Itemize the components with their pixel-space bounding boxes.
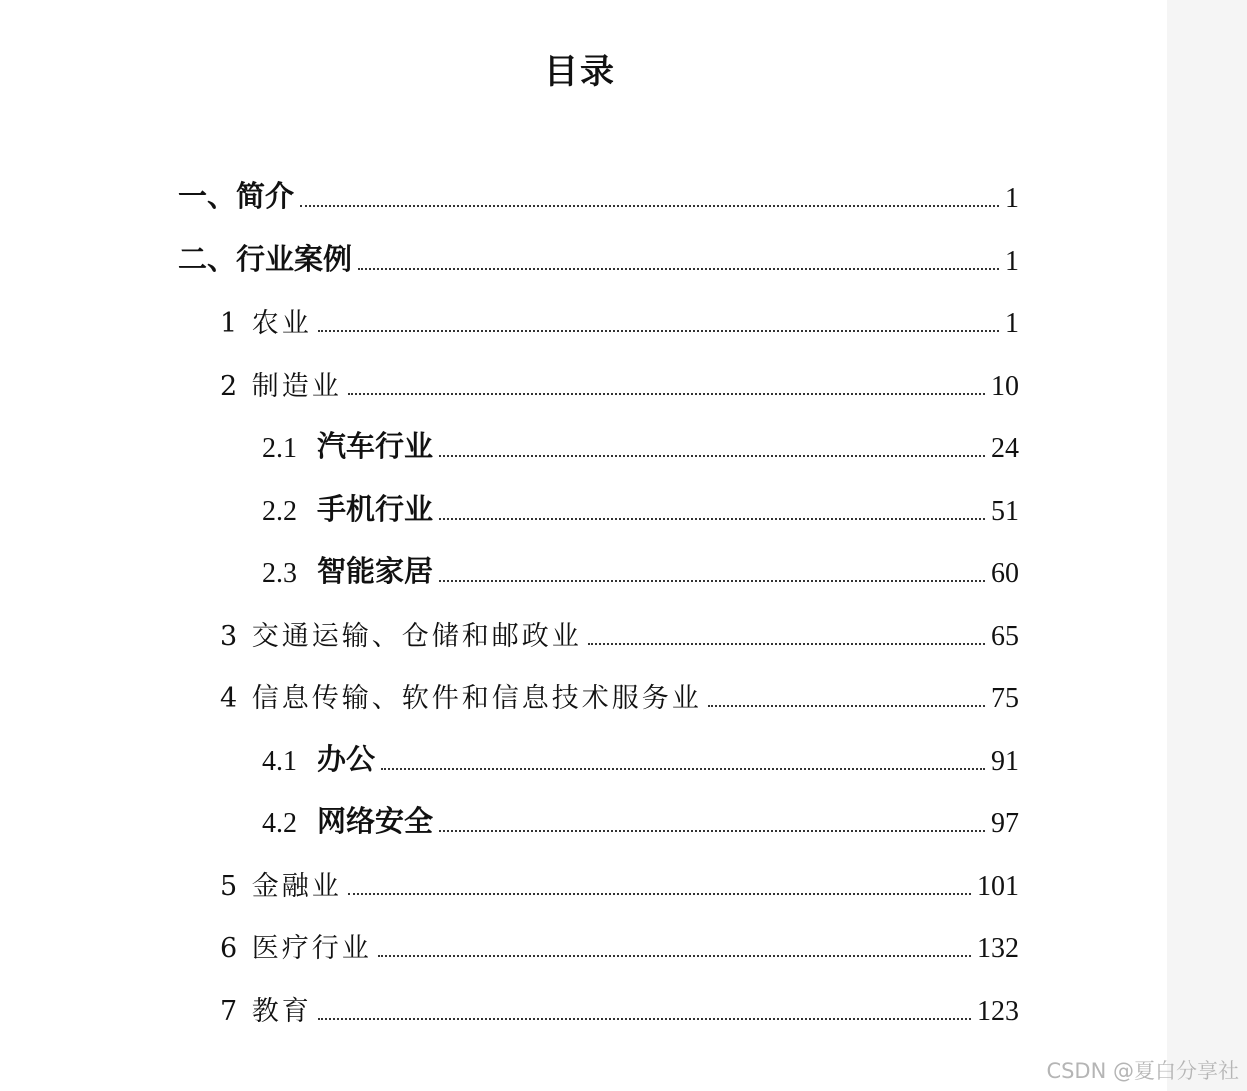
dot-leader	[439, 518, 985, 520]
toc-entry-label: 智能家居	[317, 554, 434, 588]
toc-entry[interactable]	[220, 675, 1019, 715]
dot-leader	[318, 330, 999, 332]
toc-entry-label: 6 医疗行业	[220, 933, 372, 964]
toc-entry-number: 4.2	[262, 808, 297, 839]
toc-entry-label: 手机行业	[317, 492, 434, 526]
toc-entry[interactable]	[262, 488, 1019, 528]
toc-entry-page: 1	[1005, 246, 1019, 277]
toc-title: 目录	[544, 52, 616, 92]
toc-entry-page: 10	[991, 371, 1019, 402]
toc-entry-page: 97	[991, 808, 1019, 839]
toc-entry-page: 51	[991, 496, 1019, 527]
dot-leader	[439, 830, 985, 832]
toc-entry[interactable]	[178, 238, 1019, 278]
dot-leader	[439, 455, 985, 457]
toc-entry[interactable]	[262, 800, 1019, 840]
toc-entry-number: 2.2	[262, 496, 297, 527]
dot-leader	[358, 268, 999, 270]
watermark: CSDN @夏白分享社	[1046, 1059, 1239, 1083]
dot-leader	[348, 393, 985, 395]
toc-entry-number: 2.1	[262, 433, 297, 464]
toc-entry-label: 汽车行业	[317, 429, 434, 463]
toc-entry-label: 网络安全	[317, 804, 434, 838]
dot-leader	[378, 955, 971, 957]
toc-entry[interactable]	[220, 925, 1019, 965]
dot-leader	[300, 205, 999, 207]
toc-entry-page: 1	[1005, 308, 1019, 339]
toc-entry-label: 办公	[317, 742, 376, 776]
dot-leader	[318, 1018, 971, 1020]
toc-entry[interactable]	[220, 300, 1019, 340]
viewer-side-panel	[1167, 0, 1247, 1091]
toc-entry-label: 二、行业案例	[178, 242, 353, 276]
dot-leader	[708, 705, 985, 707]
toc-entry[interactable]	[220, 613, 1019, 653]
toc-entry-page: 123	[977, 996, 1019, 1027]
toc-entry[interactable]	[220, 863, 1019, 903]
toc-entry-label: 一、简介	[178, 179, 295, 213]
dot-leader	[381, 768, 985, 770]
dot-leader	[348, 893, 971, 895]
toc-entry-label: 1 农业	[220, 308, 312, 339]
toc-entry[interactable]	[220, 988, 1019, 1028]
toc-entry-page: 1	[1005, 183, 1019, 214]
toc-entry-label: 3 交通运输、仓储和邮政业	[220, 621, 582, 652]
toc-entry-number: 2.3	[262, 558, 297, 589]
toc-entry-page: 101	[977, 871, 1019, 902]
dot-leader	[588, 643, 985, 645]
toc-entry-page: 60	[991, 558, 1019, 589]
toc-entry[interactable]	[220, 363, 1019, 403]
toc-entry-label: 4 信息传输、软件和信息技术服务业	[220, 683, 702, 714]
toc-entry-page: 132	[977, 933, 1019, 964]
toc-entry[interactable]	[262, 425, 1019, 465]
toc-entry-page: 24	[991, 433, 1019, 464]
toc-entry-number: 4.1	[262, 746, 297, 777]
toc-entry-label: 2 制造业	[220, 371, 342, 402]
toc-entry[interactable]	[262, 738, 1019, 778]
toc-entry-label: 5 金融业	[220, 871, 342, 902]
toc-entry-label: 7 教育	[220, 996, 312, 1027]
toc-entry[interactable]	[262, 550, 1019, 590]
toc-entry[interactable]	[178, 175, 1019, 215]
dot-leader	[439, 580, 985, 582]
toc-entry-page: 75	[991, 683, 1019, 714]
toc-entry-page: 91	[991, 746, 1019, 777]
toc-entry-page: 65	[991, 621, 1019, 652]
